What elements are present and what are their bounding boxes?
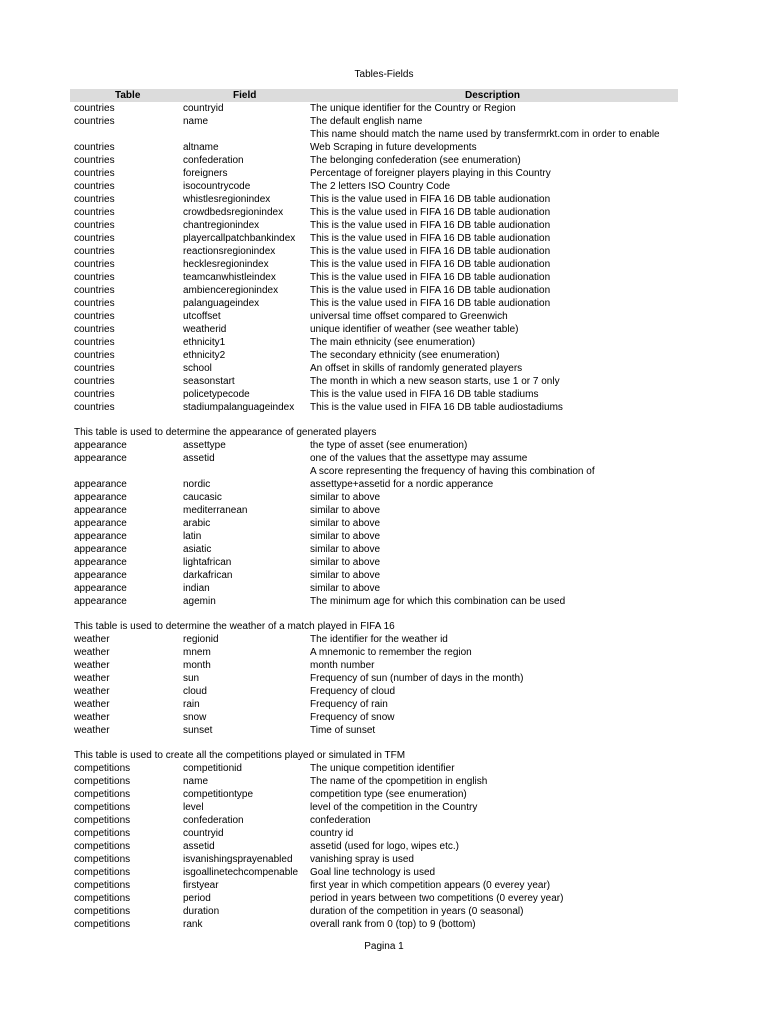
cell-table: countries [74,155,115,166]
cell-description: similar to above [310,583,381,594]
cell-description: The default english name [310,116,423,127]
table-row [74,543,684,556]
table-row [74,775,684,788]
table-row [74,401,684,414]
table-header [70,89,678,102]
cell-description: This is the value used in FIFA 16 DB table audionation [310,272,551,283]
table-row [74,258,684,271]
cell-description: The month in which a new season starts, use 1 or 7 only [310,376,560,387]
cell-table: weather [74,686,110,697]
cell-field: foreigners [183,168,228,179]
table-row [74,504,684,517]
table-row [74,814,684,827]
cell-field: confederation [183,155,244,166]
cell-table: weather [74,673,110,684]
cell-field: nordic [183,479,211,490]
cell-field: competitiontype [183,789,254,800]
table-row [74,530,684,543]
cell-table: appearance [74,531,127,542]
cell-description: A mnemonic to remember the region [310,647,472,658]
table-row [74,595,684,608]
cell-field: firstyear [183,880,219,891]
table-row [74,452,684,465]
cell-field: mediterranean [183,505,248,516]
cell-description: Frequency of snow [310,712,395,723]
cell-field: palanguageindex [183,298,260,309]
table-row [74,297,684,310]
cell-table: competitions [74,776,131,787]
cell-field: level [183,802,204,813]
section-intro: This table is used to create all the competitions played or simulated in TFM [74,750,406,761]
table-row [74,128,684,154]
cell-table: appearance [74,570,127,581]
section-spacer [74,737,684,749]
cell-description: This is the value used in FIFA 16 DB table audionation [310,246,551,257]
table-row [74,375,684,388]
table-row [74,698,684,711]
cell-field: regionid [183,634,219,645]
cell-description: The main ethnicity (see enumeration) [310,337,476,348]
cell-description: similar to above [310,570,381,581]
cell-description: similar to above [310,505,381,516]
cell-description: The unique competition identifier [310,763,455,774]
cell-description: Goal line technology is used [310,867,436,878]
cell-field: altname [183,142,219,153]
page-title: Tables-Fields [354,69,414,80]
cell-description: country id [310,828,354,839]
cell-field: mnem [183,647,211,658]
cell-field: chantregionindex [183,220,260,231]
cell-description: month number [310,660,375,671]
cell-field: assetid [183,841,215,852]
table-row [74,556,684,569]
cell-table: countries [74,376,115,387]
cell-description: Frequency of rain [310,699,388,710]
cell-field: utcoffset [183,311,221,322]
cell-table: appearance [74,583,127,594]
cell-table: countries [74,103,115,114]
cell-field: sun [183,673,200,684]
cell-table: appearance [74,453,127,464]
cell-description: similar to above [310,518,381,529]
cell-description: The secondary ethnicity (see enumeration) [310,350,500,361]
cell-table: countries [74,168,115,179]
cell-table: countries [74,207,115,218]
table-row [74,465,684,491]
cell-field: ethnicity1 [183,337,226,348]
table-row [74,762,684,775]
cell-table: countries [74,116,115,127]
cell-description: This is the value used in FIFA 16 DB table audionation [310,207,551,218]
cell-field: playercallpatchbankindex [183,233,296,244]
cell-table: weather [74,699,110,710]
cell-table: competitions [74,906,131,917]
table-row [74,115,684,128]
cell-table: weather [74,634,110,645]
cell-table: countries [74,363,115,374]
cell-field: arabic [183,518,211,529]
cell-table: countries [74,350,115,361]
table-row [74,840,684,853]
table-row [74,685,684,698]
cell-description: period in years between two competitions (0 everey year) [310,893,564,904]
cell-field: whistlesregionindex [183,194,271,205]
cell-table: appearance [74,505,127,516]
cell-field: duration [183,906,220,917]
cell-table: competitions [74,867,131,878]
cell-field: countryid [183,103,224,114]
cell-field: hecklesregionindex [183,259,269,270]
cell-field: name [183,116,209,127]
cell-table: weather [74,660,110,671]
cell-field: isocountrycode [183,181,251,192]
cell-table: appearance [74,479,127,490]
cell-field: isgoallinetechcompenable [183,867,299,878]
cell-field: name [183,776,209,787]
cell-table: countries [74,233,115,244]
cell-description: similar to above [310,531,381,542]
cell-table: countries [74,311,115,322]
table-row [74,905,684,918]
cell-description: vanishing spray is used [310,854,414,865]
cell-description: This is the value used in FIFA 16 DB table audionation [310,220,551,231]
cell-table: appearance [74,518,127,529]
cell-table: appearance [74,492,127,503]
cell-field: countryid [183,828,224,839]
cell-description: The unique identifier for the Country or Region [310,103,516,114]
cell-table: competitions [74,802,131,813]
cell-table: competitions [74,880,131,891]
cell-description: Percentage of foreigner players playing in this Country [310,168,551,179]
header-table: Table [115,90,141,101]
cell-description: overall rank from 0 (top) to 9 (bottom) [310,919,476,930]
cell-description: unique identifier of weather (see weather table) [310,324,519,335]
cell-description: level of the competition in the Country [310,802,478,813]
table-row [74,633,684,646]
cell-table: appearance [74,596,127,607]
table-row [74,102,684,115]
table-row [74,388,684,401]
page-footer: Pagina 1 [364,941,404,952]
cell-table: weather [74,712,110,723]
section-intro: This table is used to determine the appearance of generated players [74,427,377,438]
table-row [74,569,684,582]
table-row [74,711,684,724]
cell-field: competitionid [183,763,242,774]
cell-field: confederation [183,815,244,826]
section-intro: This table is used to determine the weather of a match played in FIFA 16 [74,621,395,632]
table-row [74,336,684,349]
cell-field: lightafrican [183,557,232,568]
cell-field: reactionsregionindex [183,246,276,257]
table-row [74,193,684,206]
cell-description: An offset in skills of randomly generated players [310,363,523,374]
section-spacer [74,414,684,426]
table-row [74,349,684,362]
cell-description: one of the values that the assettype may assume [310,453,528,464]
cell-field: agemin [183,596,216,607]
cell-table: competitions [74,828,131,839]
cell-field: teamcanwhistleindex [183,272,276,283]
cell-description: similar to above [310,492,381,503]
table-row [74,154,684,167]
cell-description: This is the value used in FIFA 16 DB table audionation [310,298,551,309]
table-row [74,491,684,504]
cell-table: countries [74,285,115,296]
cell-description: duration of the competition in years (0 seasonal) [310,906,524,917]
cell-table: countries [74,194,115,205]
cell-table: countries [74,220,115,231]
table-row [74,206,684,219]
table-row [74,362,684,375]
cell-description: This is the value used in FIFA 16 DB table stadiums [310,389,539,400]
cell-description: This is the value used in FIFA 16 DB table audionation [310,285,551,296]
cell-description: The name of the cpompetition in english [310,776,488,787]
cell-table: competitions [74,841,131,852]
table-row [74,866,684,879]
cell-field: ambienceregionindex [183,285,279,296]
table-row [74,219,684,232]
cell-description: Frequency of cloud [310,686,396,697]
cell-description: This is the value used in FIFA 16 DB table audionation [310,259,551,270]
table-row [74,659,684,672]
cell-field: period [183,893,211,904]
cell-field: policetypecode [183,389,250,400]
cell-description: This is the value used in FIFA 16 DB table audiostadiums [310,402,563,413]
cell-field: asiatic [183,544,212,555]
cell-table: appearance [74,557,127,568]
cell-description: The identifier for the weather id [310,634,448,645]
cell-description: This name should match the name used by transfermrkt.com in order to enable Web Scraping in future developments [310,129,660,153]
table-row [74,892,684,905]
table-row [74,271,684,284]
cell-field: weatherid [183,324,227,335]
cell-description: A score representing the frequency of having this combination of assettype+assetid for a nordic apperance [310,466,595,490]
cell-description: Frequency of sun (number of days in the month) [310,673,524,684]
table-row [74,167,684,180]
cell-field: crowdbedsregionindex [183,207,284,218]
cell-description: similar to above [310,557,381,568]
cell-field: caucasic [183,492,222,503]
cell-table: countries [74,324,115,335]
cell-table: countries [74,298,115,309]
table-row [74,672,684,685]
cell-field: darkafrican [183,570,233,581]
cell-description: assetid (used for logo, wipes etc.) [310,841,459,852]
cell-description: the type of asset (see enumeration) [310,440,468,451]
table-row [74,853,684,866]
cell-table: weather [74,725,110,736]
cell-table: competitions [74,815,131,826]
table-row [74,517,684,530]
table-row [74,879,684,892]
cell-description: first year in which competition appears (0 everey year) [310,880,551,891]
table-row [74,284,684,297]
table-row [74,323,684,336]
table-body [74,102,684,931]
table-row [74,646,684,659]
cell-description: confederation [310,815,371,826]
cell-field: assetid [183,453,215,464]
table-row [74,245,684,258]
cell-description: This is the value used in FIFA 16 DB table audionation [310,233,551,244]
table-row [74,439,684,452]
table-row [74,310,684,323]
cell-description: This is the value used in FIFA 16 DB table audionation [310,194,551,205]
cell-description: competition type (see enumeration) [310,789,467,800]
cell-field: school [183,363,212,374]
cell-field: latin [183,531,202,542]
cell-table: countries [74,272,115,283]
table-row [74,582,684,595]
cell-field: seasonstart [183,376,235,387]
cell-field: assettype [183,440,226,451]
cell-field: rank [183,919,203,930]
table-row [74,724,684,737]
cell-table: appearance [74,440,127,451]
cell-table: countries [74,142,115,153]
cell-description: universal time offset compared to Greenwich [310,311,508,322]
header-field: Field [233,90,257,101]
cell-field: rain [183,699,200,710]
table-row [74,180,684,193]
cell-field: indian [183,583,210,594]
cell-description: similar to above [310,544,381,555]
cell-description: Time of sunset [310,725,376,736]
cell-table: competitions [74,763,131,774]
cell-table: countries [74,402,115,413]
header-description: Description [465,90,521,101]
cell-description: The minimum age for which this combination can be used [310,596,566,607]
cell-field: stadiumpalanguageindex [183,402,295,413]
cell-field: snow [183,712,207,723]
cell-table: appearance [74,544,127,555]
cell-field: sunset [183,725,213,736]
table-row [74,918,684,931]
table-row [74,827,684,840]
cell-table: weather [74,647,110,658]
cell-table: competitions [74,854,131,865]
table-row [74,232,684,245]
section-spacer [74,608,684,620]
table-row [74,801,684,814]
cell-field: cloud [183,686,207,697]
cell-table: competitions [74,893,131,904]
cell-table: countries [74,389,115,400]
cell-table: countries [74,337,115,348]
table-row [74,788,684,801]
cell-description: The 2 letters ISO Country Code [310,181,451,192]
cell-table: competitions [74,789,131,800]
cell-field: month [183,660,211,671]
cell-description: The belonging confederation (see enumeration) [310,155,521,166]
cell-table: competitions [74,919,131,930]
cell-table: countries [74,181,115,192]
cell-field: ethnicity2 [183,350,226,361]
cell-table: countries [74,246,115,257]
cell-field: isvanishingsprayenabled [183,854,293,865]
cell-table: countries [74,259,115,270]
